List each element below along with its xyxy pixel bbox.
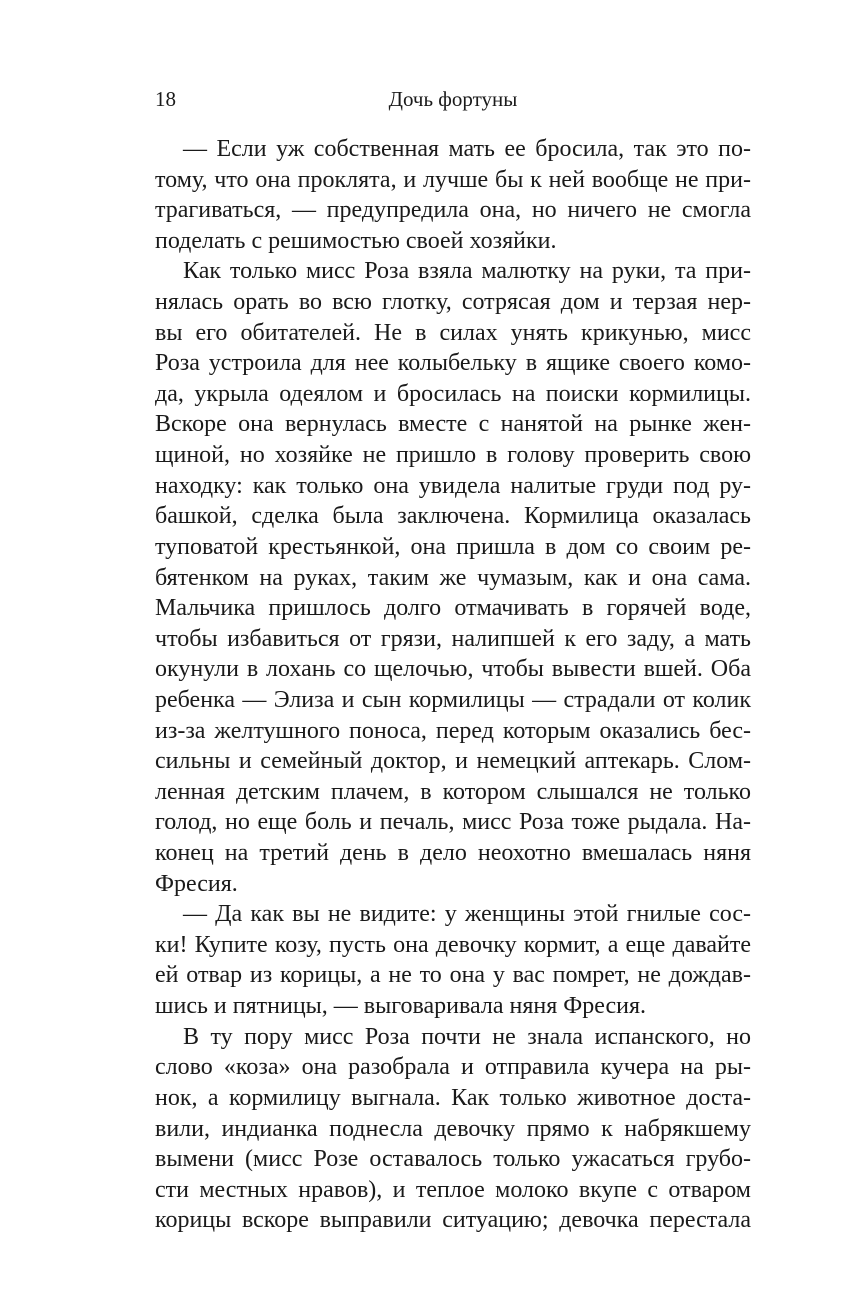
text-line: окунули в лохань со щелочью, чтобы вывести вшей. Оба [155, 656, 751, 683]
text-line: ей отвар из корицы, а не то она у вас помрет, не дождав- [155, 962, 751, 989]
paragraph-3 [155, 899, 751, 1021]
text-line: ребенка — Элиза и сын кормилицы — страдали от колик [155, 686, 751, 713]
text-line: вили, индианка поднесла девочку прямо к набрякшему [155, 1115, 751, 1142]
text-line: слово «коза» она разобрала и отправила кучера на ры- [155, 1054, 751, 1081]
text-line: бятенком на руках, таким же чумазым, как и она сама. [155, 564, 751, 591]
text-line: — Если уж собственная мать ее бросила, так это по- [183, 136, 751, 162]
text-line: Мальчика пришлось долго отмачивать в горячей воде, [155, 595, 751, 622]
text-line: трагиваться, — предупредила она, но ничего не смогла [155, 197, 751, 224]
text-line: шись и пятницы, — выговаривала няня Фресия. [155, 993, 647, 1020]
text-line: В ту пору мисс Роза почти не знала испанского, но [183, 1023, 751, 1050]
text-line: конец на третий день в дело неохотно вмешалась няня [155, 840, 751, 867]
text-line: сти местных нравов), и теплое молоко вкупе с отваром [155, 1176, 751, 1203]
text-line: нялась орать во всю глотку, сотрясая дом и терзая нер- [155, 289, 751, 316]
text-line: нок, а кормилицу выгнала. Как только животное доста- [155, 1084, 751, 1111]
text-line: тому, что она проклята, и лучше бы к ней вообще не при- [155, 166, 751, 193]
text-line: вы его обитателей. Не в силах унять крикунью, мисс [155, 319, 751, 346]
text-line: голод, но еще боль и печаль, мисс Роза тоже рыдала. На- [155, 809, 751, 836]
text-line: Как только мисс Роза взяла малютку на руки, та при- [183, 258, 751, 285]
text-line: башкой, сделка была заключена. Кормилица оказалась [155, 503, 751, 530]
text-line: сильны и семейный доктор, и немецкий аптекарь. Слом- [155, 748, 751, 775]
paragraph-1 [155, 134, 751, 256]
text-line: ленная детским плачем, в котором слышался не только [155, 778, 751, 805]
text-line: чтобы избавиться от грязи, налипшей к его заду, а мать [155, 625, 751, 652]
running-title: Дочь фортуны [388, 87, 518, 111]
text-line: из-за желтушного поноса, перед которым оказались бес- [155, 717, 751, 744]
body-text [155, 134, 751, 1236]
text-line: Роза устроила для нее колыбельку в ящике своего комо- [155, 350, 751, 377]
text-line: Вскоре она вернулась вместе с нанятой на рынке жен- [155, 411, 751, 438]
text-line: да, укрыла одеялом и бросилась на поиски кормилицы. [155, 380, 751, 407]
page-number: 18 [155, 87, 176, 111]
paragraph-2 [155, 256, 751, 899]
text-line: поделать с решимостью своей хозяйки. [155, 227, 557, 254]
text-line: туповатой крестьянкой, она пришла в дом со своим ре- [155, 533, 751, 560]
text-line: щиной, но хозяйке не пришло в голову проверить свою [155, 442, 751, 469]
text-line: корицы вскоре выправили ситуацию; девочка перестала [155, 1207, 751, 1234]
text-line: Фресия. [155, 870, 238, 897]
text-line: — Да как вы не видите: у женщины этой гнилые сос- [183, 901, 751, 928]
paragraph-4 [155, 1022, 751, 1236]
page-header [155, 84, 751, 114]
text-line: вымени (мисс Розе оставалось только ужасаться грубо- [155, 1146, 751, 1173]
text-line: ки! Купите козу, пусть она девочку кормит, а еще давайте [155, 931, 751, 958]
text-line: находку: как только она увидела налитые груди под ру- [155, 472, 751, 499]
